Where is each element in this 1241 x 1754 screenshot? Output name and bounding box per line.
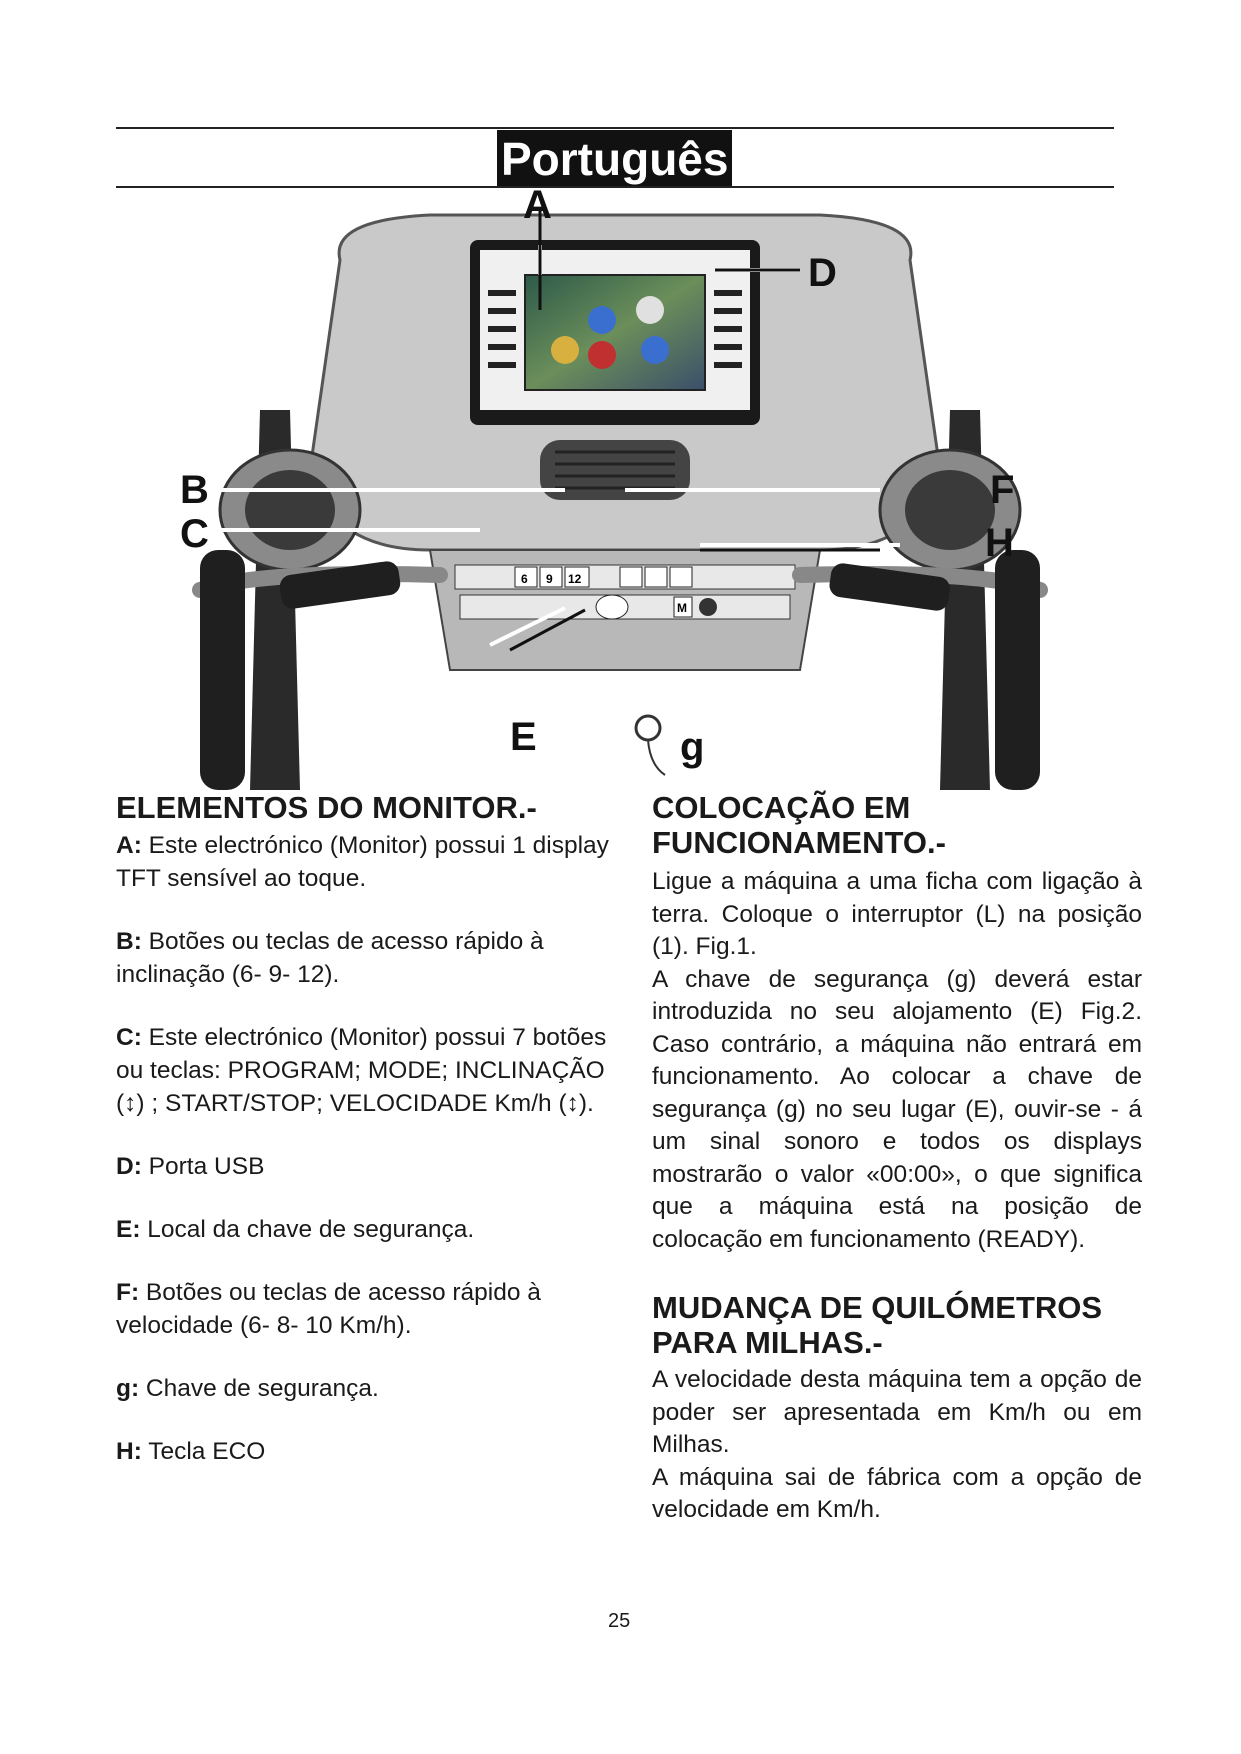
item-g: g: Chave de segurança. (116, 1375, 379, 1402)
speed-button (670, 567, 692, 587)
eco-button (699, 598, 717, 616)
operation-paragraph-1: Ligue a máquina a uma ficha com ligação à terra. Coloque o interruptor (L) na posição (1). Fig.1. (652, 868, 1142, 960)
operation-section (652, 790, 1142, 1527)
left-post (200, 550, 245, 790)
label-B: B (180, 468, 209, 512)
item-d: D: Porta USB (116, 1153, 265, 1180)
right-post (995, 550, 1040, 790)
speed-button (645, 567, 667, 587)
label-C: C (180, 512, 209, 556)
svg-text:9: 9 (546, 572, 553, 586)
item-c: C: Este electrónico (Monitor) possui 7 botões ou teclas: PROGRAM; MODE; INCLINAÇÃO (↕) ; START/STOP; VELOCIDADE Km/h (↕). (116, 1024, 607, 1117)
tft-screen (525, 275, 705, 390)
label-A: A (523, 190, 552, 227)
safety-key-clip (636, 716, 660, 740)
safety-key-slot (596, 595, 628, 619)
label-D: D (808, 251, 837, 295)
speed-button (620, 567, 642, 587)
item-f: F: Botões ou teclas de acesso rápido à velocidade (6- 8- 10 Km/h). (116, 1279, 541, 1339)
units-paragraph-2: A máquina sai de fábrica com a opção de velocidade em Km/h. (652, 1463, 1142, 1523)
operation-heading: COLOCAÇÃO EM FUNCIONAMENTO.- (652, 790, 946, 860)
label-E: E (510, 715, 537, 759)
page-title: Português (497, 130, 732, 188)
monitor-elements-section (116, 790, 636, 1468)
item-h: H: Tecla ECO (116, 1438, 266, 1465)
monitor-figure (180, 190, 1060, 790)
page-number: 25 (608, 1610, 631, 1632)
screen-icon (588, 341, 616, 369)
label-g: g (680, 725, 705, 769)
item-a: A: Este electrónico (Monitor) possui 1 display TFT sensível ao toque. (116, 832, 609, 892)
right-cup-inner (905, 470, 995, 550)
svg-text:6: 6 (521, 572, 528, 586)
monitor-elements-heading: ELEMENTOS DO MONITOR.- (116, 790, 537, 825)
top-rule (116, 127, 1114, 129)
item-e: E: Local da chave de segurança. (116, 1216, 475, 1243)
left-cup-inner (245, 470, 335, 550)
svg-text:12: 12 (568, 572, 582, 586)
title-rule (116, 186, 1114, 188)
operation-paragraph-2: A chave de segurança (g) deverá estar introduzida no seu alojamento (E) Fig.2. Caso contrário, a máquina não entrará em funcionamento. Ao colocar a chave de segurança (g) no seu lugar (E), ouvir-se - á um sinal sonoro e todos os displays mostrarão o valor «00:00», o que significa que a máquina está na posição de colocação em funcionamento (READY). (652, 965, 1142, 1253)
units-heading: MUDANÇA DE QUILÓMETROS PARA MILHAS.- (652, 1290, 1103, 1360)
units-paragraph-1: A velocidade desta máquina tem a opção de poder ser apresentada em Km/h ou em Milhas. (652, 1366, 1142, 1458)
screen-icon (551, 336, 579, 364)
screen-icon (636, 296, 664, 324)
svg-text:M: M (677, 601, 687, 615)
screen-icon (641, 336, 669, 364)
label-F: F (990, 468, 1015, 512)
screen-icon (588, 306, 616, 334)
label-H: H (985, 521, 1014, 565)
item-b: B: Botões ou teclas de acesso rápido à inclinação (6- 9- 12). (116, 928, 544, 988)
